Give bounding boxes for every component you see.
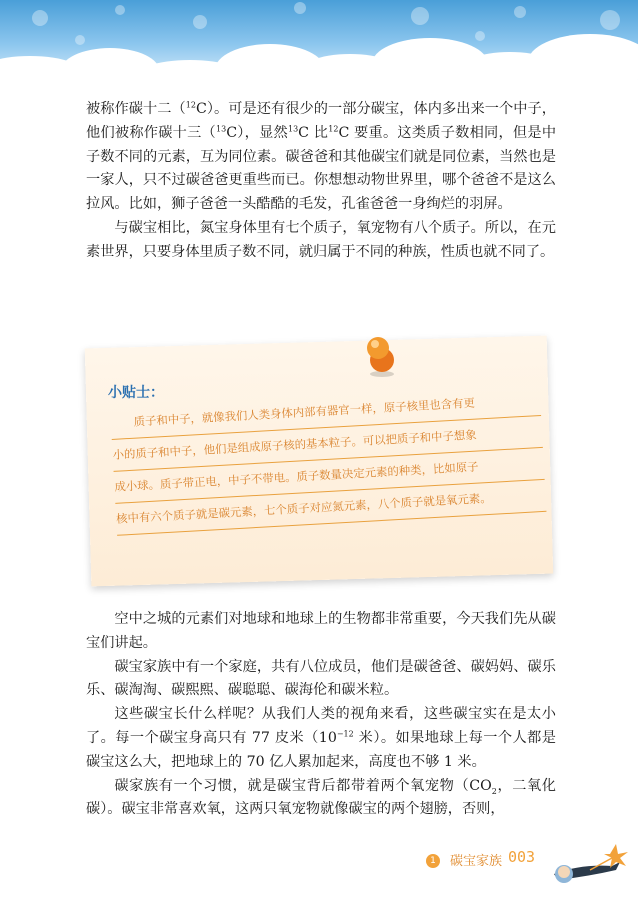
tip-note xyxy=(88,330,558,588)
paragraph-size: 这些碳宝长什么样呢？从我们人类的视角来看，这些碳宝实在是太小了。每一个碳宝身高只有 77 皮米（$10^{-12}$ 米）。如果地球上每一个人都是碳宝这么大，把地球上的 70 亿人累加起来，高度也不够 1 米。 xyxy=(86,706,556,770)
body-text-top xyxy=(86,98,556,265)
push-pin-icon xyxy=(356,330,406,380)
chapter-number: 1 xyxy=(426,854,440,868)
chapter-title: 碳宝家族 xyxy=(450,854,503,869)
tip-line: 成小球。质子带正电，中子不带电。质子数量决定元素的种类，比如原子 xyxy=(114,448,545,504)
page-footer xyxy=(400,840,638,900)
paragraph-family: 碳宝家族中有一个家庭，共有八位成员，他们是碳爸爸、碳妈妈、碳乐乐、碳淘淘、碳熙熙、碳聪聪、碳海伦和碳米粒。 xyxy=(86,658,556,699)
tip-title: 小贴士： xyxy=(108,385,164,401)
body-text-bottom xyxy=(86,608,556,822)
tip-line: 核中有六个质子就是碳元素，七个质子对应氮元素，八个质子就是氧元素。 xyxy=(115,480,546,536)
tip-line: 小的质子和中子，他们是组成原子核的基本粒子。可以把质子和中子想象 xyxy=(112,416,543,472)
paragraph-isotope: 被称作碳十二（$^{12}$C）。可是还有很少的一部分碳宝，体内多出来一个中子，他们被称作碳十三（$^{13}$C），显然$^{13}$C 比$^{12}$C 要重。这类质子数相同，但是中子数不同的元素，互为同位素。碳爸爸和其他碳宝们就是同位素，当然也是一家人，只不过碳爸爸更重些而已。你想想动物世界里，哪个爸爸不是这么拉风。比如，狮子爸爸一头酷酷的毛发，孔雀爸爸一身绚烂的羽屏。 xyxy=(86,100,557,213)
paragraph-intro: 空中之城的元素们对地球和地球上的生物都非常重要，今天我们先从碳宝们讲起。 xyxy=(86,611,556,651)
tip-line: 质子和中子，就像我们人类身体内部有器官一样，原子核里也含有更 xyxy=(110,384,541,440)
paragraph-nitrogen-oxygen: 与碳宝相比，氮宝身体里有七个质子，氧宠物有八个质子。所以，在元素世界，只要身体里质子数不同，就归属于不同的种族，性质也就不同了。 xyxy=(86,219,556,260)
paragraph-co2: 碳家族有一个习惯，就是碳宝背后都带着两个氧宠物（$CO_2$，二氧化碳）。碳宝非常喜欢氧，这两只氧宠物就像碳宝的两个翅膀，否则， xyxy=(86,777,556,818)
page-number: 003 xyxy=(508,848,536,866)
tip-text xyxy=(110,384,546,536)
flying-character-icon xyxy=(550,840,638,890)
sky-cloud-banner xyxy=(0,0,638,80)
